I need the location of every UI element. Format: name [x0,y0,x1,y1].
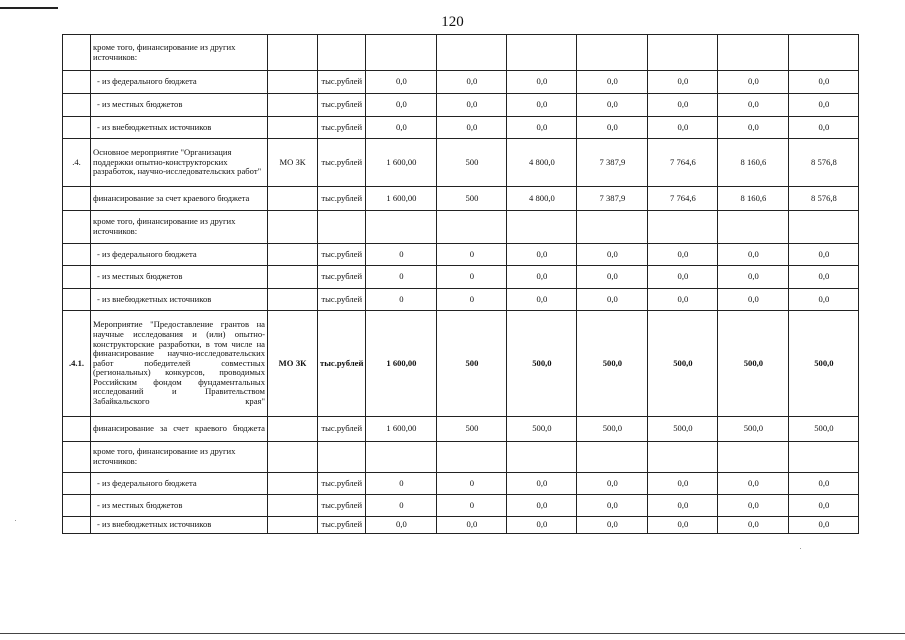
row-description: - из внебюджетных источников [91,517,268,534]
row-value: 0,0 [577,473,648,495]
row-unit: тыс.рублей [318,187,366,211]
row-description: - из федерального бюджета [91,473,268,495]
row-value: 8 576,8 [789,187,859,211]
row-value [789,442,859,473]
row-value: 0,0 [718,117,789,139]
row-value: 1 600,00 [366,417,437,442]
row-number [63,187,91,211]
row-value: 0,0 [718,94,789,117]
row-value: 500,0 [507,417,577,442]
row-value: 500 [437,139,507,187]
table-row [63,35,859,71]
row-value: 0,0 [648,94,718,117]
row-value: 500 [437,417,507,442]
row-value [577,211,648,244]
table-row [63,417,859,442]
budget-table [62,34,859,534]
row-value: 0,0 [366,94,437,117]
row-number [63,266,91,289]
row-value [366,211,437,244]
row-value: 0,0 [718,266,789,289]
row-executor [268,94,318,117]
row-value: 4 800,0 [507,139,577,187]
row-value: 0,0 [789,473,859,495]
row-description: кроме того, финансирование из других источников: [91,211,268,244]
row-value: 0,0 [577,94,648,117]
table-row [63,495,859,517]
table-row [63,211,859,244]
row-value: 0,0 [507,266,577,289]
row-value [577,35,648,71]
row-value: 0,0 [648,244,718,266]
row-value: 0,0 [718,517,789,534]
row-value: 500 [437,187,507,211]
row-value: 0,0 [718,244,789,266]
table-row [63,71,859,94]
row-number [63,473,91,495]
row-value: 500,0 [577,311,648,417]
row-value: 0,0 [718,289,789,311]
row-unit: тыс.рублей [318,289,366,311]
row-number [63,71,91,94]
row-value: 500,0 [718,311,789,417]
row-value: 1 600,00 [366,139,437,187]
row-unit: тыс.рублей [318,417,366,442]
row-number [63,442,91,473]
row-value: 500,0 [718,417,789,442]
row-description: - из федерального бюджета [91,244,268,266]
row-description: - из внебюджетных источников [91,289,268,311]
row-value: 0 [366,266,437,289]
row-value [507,211,577,244]
row-value [648,211,718,244]
row-number [63,495,91,517]
row-value: 0,0 [507,244,577,266]
row-description: финансирование за счет краевого бюджета [91,417,268,442]
row-value: 0,0 [507,517,577,534]
row-executor [268,211,318,244]
row-value: 0,0 [789,94,859,117]
row-executor [268,35,318,71]
row-value [437,35,507,71]
row-value: 0,0 [366,71,437,94]
row-value [718,35,789,71]
table-row [63,117,859,139]
row-value: 500,0 [789,311,859,417]
row-value: 0,0 [507,495,577,517]
row-unit: тыс.рублей [318,71,366,94]
row-value: 0,0 [507,289,577,311]
row-unit: тыс.рублей [318,266,366,289]
row-value [577,442,648,473]
row-unit [318,211,366,244]
row-number: .4. [63,139,91,187]
row-number [63,35,91,71]
row-description: финансирование за счет краевого бюджета [91,187,268,211]
row-value: 0,0 [577,266,648,289]
row-value: 0,0 [718,473,789,495]
row-value: 7 387,9 [577,139,648,187]
row-executor [268,244,318,266]
row-number [63,211,91,244]
row-description: - из внебюджетных источников [91,117,268,139]
row-executor [268,266,318,289]
row-value: 0,0 [648,473,718,495]
row-value [648,442,718,473]
table-row [63,266,859,289]
table-row [63,311,859,417]
row-executor [268,289,318,311]
row-value: 500,0 [648,311,718,417]
row-value: 0 [437,473,507,495]
table-row [63,244,859,266]
row-description: кроме того, финансирование из других источников: [91,35,268,71]
row-number [63,517,91,534]
row-value: 0,0 [789,517,859,534]
table-row [63,473,859,495]
row-value: 0,0 [507,473,577,495]
row-value: 500,0 [577,417,648,442]
row-number [63,289,91,311]
row-value: 7 387,9 [577,187,648,211]
table-row [63,94,859,117]
row-value [789,35,859,71]
table-row [63,442,859,473]
row-value: 1 600,00 [366,187,437,211]
row-value: 0,0 [789,71,859,94]
row-executor [268,187,318,211]
row-value: 4 800,0 [507,187,577,211]
row-value: 0,0 [789,266,859,289]
row-executor [268,517,318,534]
row-value: 7 764,6 [648,139,718,187]
row-number [63,417,91,442]
row-description: - из федерального бюджета [91,71,268,94]
row-value: 0,0 [648,289,718,311]
table-row [63,187,859,211]
row-value: 0,0 [577,289,648,311]
scan-speck [15,520,16,521]
row-value: 1 600,00 [366,311,437,417]
row-value [507,35,577,71]
row-description: - из местных бюджетов [91,94,268,117]
row-unit: тыс.рублей [318,139,366,187]
scan-speck [800,548,801,549]
row-value: 0,0 [437,71,507,94]
row-value: 8 160,6 [718,139,789,187]
bottom-rule [0,633,905,634]
row-value: 0,0 [437,517,507,534]
row-value: 0,0 [648,517,718,534]
row-description: кроме того, финансирование из других источников: [91,442,268,473]
row-value: 0,0 [577,495,648,517]
table-row [63,517,859,534]
row-value: 0 [366,473,437,495]
row-value: 7 764,6 [648,187,718,211]
row-value: 0,0 [577,517,648,534]
row-value: 0,0 [577,117,648,139]
row-value: 0,0 [718,495,789,517]
row-value: 0,0 [648,266,718,289]
row-value: 0 [366,289,437,311]
row-number [63,117,91,139]
row-value: 0,0 [437,117,507,139]
row-value [718,211,789,244]
row-unit: тыс.рублей [318,117,366,139]
row-unit [318,442,366,473]
row-unit: тыс.рублей [318,311,366,417]
row-executor [268,495,318,517]
row-value: 8 576,8 [789,139,859,187]
row-value [507,442,577,473]
row-value: 500,0 [789,417,859,442]
row-value: 0 [366,495,437,517]
row-number [63,244,91,266]
row-value: 0,0 [648,117,718,139]
table-row [63,139,859,187]
row-unit: тыс.рублей [318,473,366,495]
row-value: 0,0 [789,117,859,139]
row-value: 0,0 [648,71,718,94]
row-value: 0,0 [789,289,859,311]
top-rule [0,7,58,9]
row-value [789,211,859,244]
row-executor [268,71,318,94]
row-value: 0 [437,495,507,517]
row-executor: МО ЗК [268,311,318,417]
row-value [648,35,718,71]
row-description: Основное мероприятие "Организация поддержки опытно-конструкторских разработок, научно-исследовательских работ" [91,139,268,187]
row-value: 0,0 [437,94,507,117]
row-executor: МО ЗК [268,139,318,187]
row-value [437,211,507,244]
row-unit: тыс.рублей [318,495,366,517]
row-executor [268,442,318,473]
row-value [366,35,437,71]
table-row [63,289,859,311]
row-executor [268,117,318,139]
row-value [366,442,437,473]
row-value: 0,0 [577,244,648,266]
row-value: 0,0 [507,94,577,117]
row-description: - из местных бюджетов [91,266,268,289]
row-value: 0 [366,244,437,266]
row-value: 0,0 [648,495,718,517]
row-unit: тыс.рублей [318,517,366,534]
row-number: .4.1. [63,311,91,417]
row-executor [268,417,318,442]
row-value [437,442,507,473]
row-value: 0 [437,289,507,311]
row-value: 0,0 [507,117,577,139]
row-number [63,94,91,117]
row-value: 0 [437,266,507,289]
row-value: 500,0 [648,417,718,442]
row-value: 0 [437,244,507,266]
row-unit [318,35,366,71]
row-value: 500 [437,311,507,417]
row-value: 8 160,6 [718,187,789,211]
row-description: Мероприятие "Предоставление грантов на научные исследования и (или) опытно-конструкторские разработки, в том числе на финансирование научно-исследовательских работ победителей совместных (региональных) конкурсов, проводимых Российским фондом фундаментальных исследований и Правительством Забайкальского края" [91,311,268,417]
row-value: 0,0 [789,244,859,266]
row-value: 0,0 [366,517,437,534]
page-number: 120 [441,14,464,30]
row-value: 0,0 [366,117,437,139]
row-description: - из местных бюджетов [91,495,268,517]
row-executor [268,473,318,495]
row-value: 0,0 [718,71,789,94]
row-value [718,442,789,473]
row-value: 500,0 [507,311,577,417]
row-value: 0,0 [577,71,648,94]
row-unit: тыс.рублей [318,94,366,117]
row-value: 0,0 [507,71,577,94]
row-unit: тыс.рублей [318,244,366,266]
row-value: 0,0 [789,495,859,517]
